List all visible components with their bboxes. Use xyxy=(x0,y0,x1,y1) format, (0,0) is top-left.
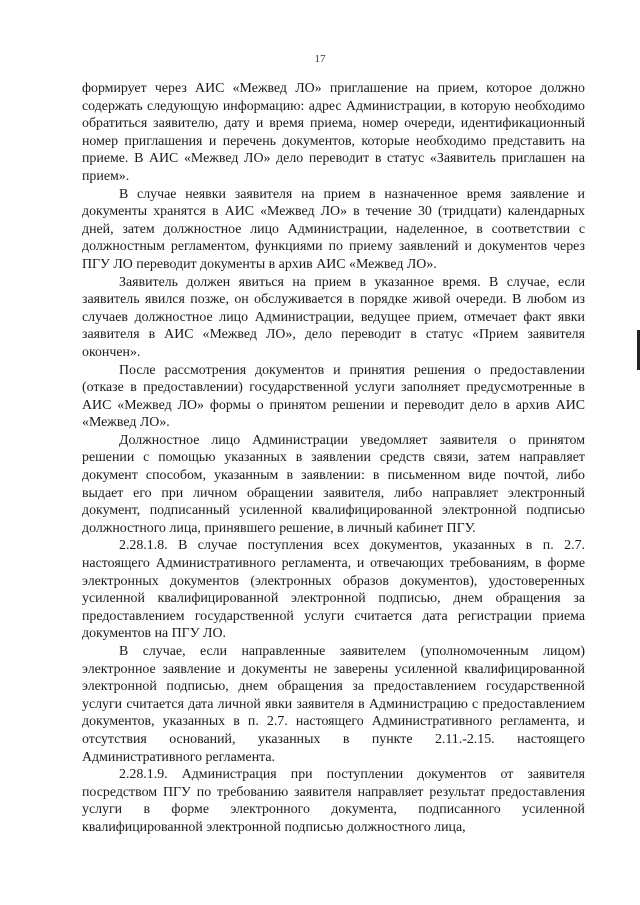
paragraph-8: 2.28.1.9. Администрация при поступлении документов от заявителя посредством ПГУ по требованию заявителя направляет результат предоставления услуги в форме электронного документа, подписанного усиленной квалифицированной электронной подписью должностного лица, xyxy=(82,767,585,835)
page-number: 17 xyxy=(314,53,326,65)
paragraph-6: 2.28.1.8. В случае поступления всех документов, указанных в п. 2.7. настоящего Административного регламента, и отвечающих требованиям, в форме электронных документов (электронных образов документов), удостоверенных усиленной квалифицированной электронной подписью, днем обращения за предоставлением государственной услуги считается дата регистрации приема документов на ПГУ ЛО. xyxy=(82,538,585,642)
paragraph-5: Должностное лицо Администрации уведомляет заявителя о принятом решении с помощью указанных в заявлении средств связи, затем направляет документ способом, указанным в заявлении: в письменном виде почтой, либо выдает его при личном обращении заявителя, либо направляет электронный документ, подписанный усиленной квалифицированной электронной подписью должностного лица, принявшего решение, в личный кабинет ПГУ. xyxy=(82,432,585,536)
paragraph-3: Заявитель должен явиться на прием в указанное время. В случае, если заявитель явился позже, он обслуживается в порядке живой очереди. В любом из случаев должностное лицо Администрации, ведущее прием, отмечает факт явки заявителя в АИС «Межвед ЛО», дело переводит в статус «Прием заявителя окончен». xyxy=(82,274,585,360)
paragraph-7: В случае, если направленные заявителем (уполномоченным лицом) электронное заявление и документы не заверены усиленной квалифицированной электронной подписью, днем обращения за предоставлением государственной услуги считается дата личной явки заявителя в Администрацию с предоставлением документов, указанных в п. 2.7. настоящего Административного регламента, и отсутствия оснований, указанных в пункте 2.11.-2.15. настоящего Административного регламента. xyxy=(82,644,585,765)
paragraph-1: формирует через АИС «Межвед ЛО» приглашение на прием, которое должно содержать следующую информацию: адрес Администрации, в которую необходимо обратиться заявителю, дату и время приема, номер очереди, идентификационный номер приглашения и перечень документов, которые необходимо представить на приеме. В АИС «Межвед ЛО» дело переводит в статус «Заявитель приглашен на прием». xyxy=(82,81,585,184)
document-body xyxy=(82,80,585,837)
paragraph-4: После рассмотрения документов и принятия решения о предоставлении (отказе в предоставлении) государственной услуги заполняет предусмотренные в АИС «Межвед ЛО» формы о принятом решении и переводит дело в архив АИС «Межвед ЛО». xyxy=(82,362,585,431)
paragraph-2: В случае неявки заявителя на прием в назначенное время заявление и документы хранятся в АИС «Межвед ЛО» в течение 30 (тридцати) календарных дней, затем должностное лицо Администрации, наделенное, в соответствии с должностным регламентом, функциями по приему заявлений и документов через ПГУ ЛО переводит документы в архив АИС «Межвед ЛО». xyxy=(82,186,585,272)
